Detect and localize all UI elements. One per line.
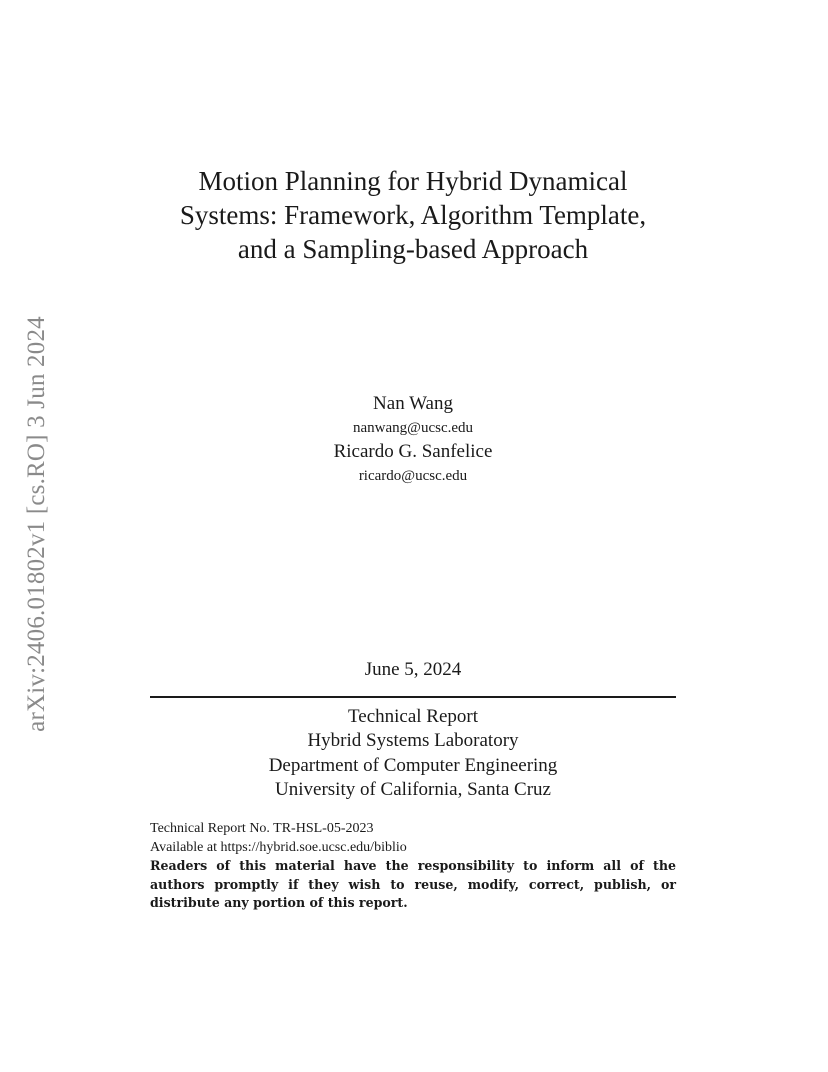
title-line: and a Sampling-based Approach (237, 234, 589, 264)
arxiv-identifier-stamp: arXiv:2406.01802v1 [cs.RO] 3 Jun 2024 (23, 316, 50, 732)
author-list (150, 392, 676, 488)
lab-name: Hybrid Systems Laboratory (307, 730, 519, 752)
title-line: Motion Planning for Hybrid Dynamical (198, 166, 628, 196)
availability-link: Available at https://hybrid.soe.ucsc.edu/biblio (150, 839, 407, 855)
author-email: ricardo@ucsc.edu (358, 468, 468, 484)
report-number: Technical Report No. TR-HSL-05-2023 (150, 821, 374, 836)
horizontal-divider (150, 696, 676, 698)
department-name: Department of Computer Engineering (268, 754, 558, 776)
university-name: University of California, Santa Cruz (275, 778, 551, 800)
author-email: nanwang@ucsc.edu (352, 420, 474, 436)
title-line: Systems: Framework, Algorithm Template, (179, 200, 647, 230)
author-name: Nan Wang (373, 393, 453, 414)
report-type: Technical Report (347, 706, 479, 727)
report-details (150, 820, 676, 913)
paper-title (150, 164, 676, 266)
usage-notice: Readers of this material have the responsibility to inform all of the authors promptly if they wish to reuse, modify, correct, publish, or distribute any portion of this report. (150, 858, 676, 910)
author-name: Ricardo G. Sanfelice (333, 441, 493, 462)
publication-date: June 5, 2024 (364, 659, 462, 680)
institution-block (150, 705, 676, 802)
